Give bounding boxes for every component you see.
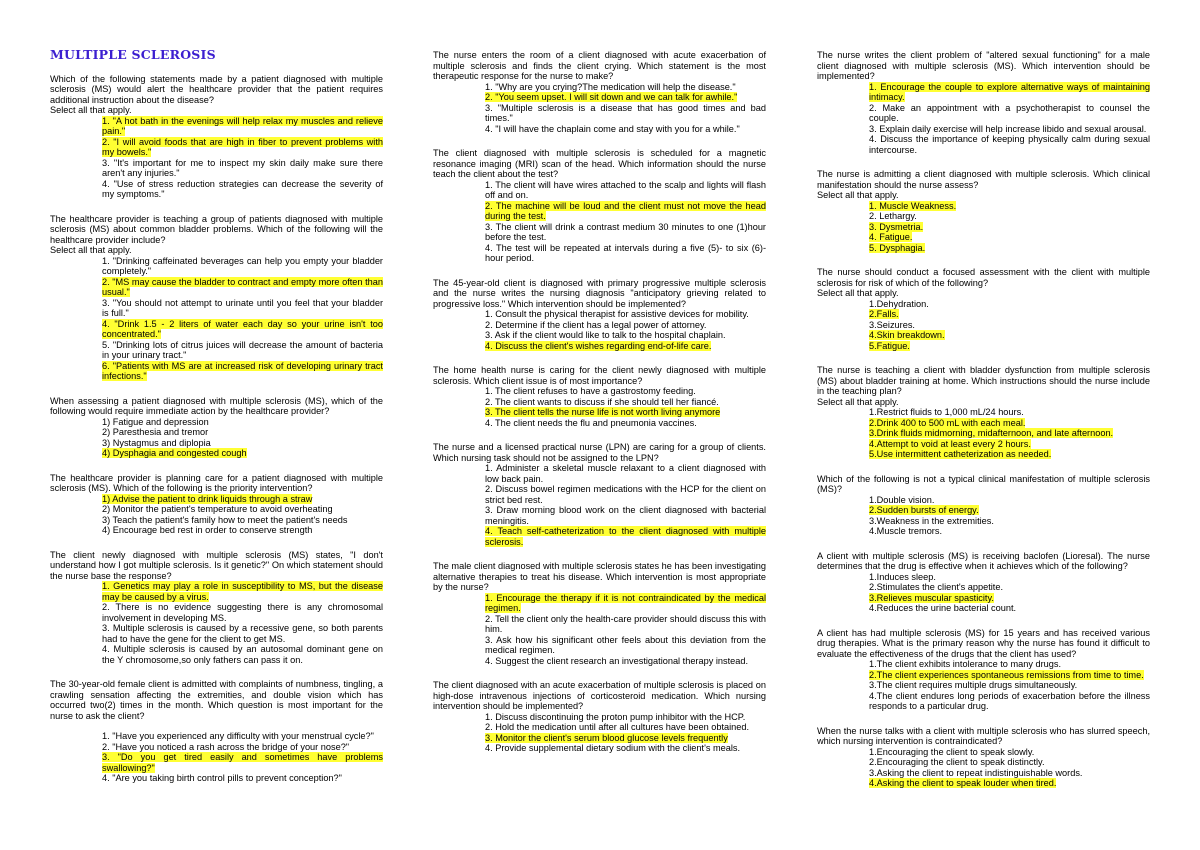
question-stem: The home health nurse is caring for the client newly diagnosed with multiple sclerosis. Which client issue is of most importance? [433,365,766,386]
answer-options [50,417,383,459]
answer-option [485,505,766,526]
question-stem: The nurse should conduct a focused assessment with the client with multiple sclerosis for risk of which of the following? [817,267,1150,288]
document-title: MULTIPLE SCLEROSIS [50,47,216,62]
question-block [817,50,1150,155]
column-2 [433,50,766,768]
answer-option [102,731,383,742]
answer-option-text: 2. Determine if the client has a legal power of attorney. [485,319,707,330]
answer-options [433,82,766,135]
answer-option-text: 4. Multiple sclerosis is caused by an autosomal dominant gene on the Y chromosome,so only fathers can pass it on. [102,644,383,665]
answer-option-text: 3.Seizures. [869,319,915,330]
question-block [50,74,383,200]
answer-option-text: 2. "MS may cause the bladder to contract and empty more often than usual." [102,276,383,297]
answer-option-text: 4.The client endures long periods of exacerbation before the illness responds to a particular drug. [869,690,1150,711]
question-stem: When assessing a patient diagnosed with multiple sclerosis (MS), which of the following would require immediate action by the healthcare provider? [50,395,383,416]
answer-option-correct [102,494,383,505]
question-block [817,267,1150,351]
answer-option-correct [869,330,1150,341]
answer-option [102,438,383,449]
answer-option-text: 2. Make an appointment with a psychotherapist to counsel the couple. [869,102,1150,123]
answer-option [869,124,1150,135]
answer-option [485,743,766,754]
answer-option-text: 4.Skin breakdown. [869,330,945,340]
answer-option-correct [485,407,766,418]
answer-option-text: 1. Genetics may play a role in susceptibility to MS, but the disease may be caused by a virus. [102,581,383,602]
question-stem: The client diagnosed with an acute exacerbation of multiple sclerosis is placed on high-dose intravenous injections of corticosteroid medication. Which nursing intervention should be implemented? [433,680,766,711]
answer-option-correct [869,309,1150,320]
answer-option-text: 4. "Drink 1.5 - 2 liters of water each day so your urine isn't too concentrated." [102,318,383,339]
answer-option-text: 2. The client wants to discuss if she should tell her fiancé. [485,396,719,407]
answer-option [869,320,1150,331]
question-stem: The nurse writes the client problem of "altered sexual functioning" for a male client diagnosed with multiple sclerosis (MS). Which intervention should be implemented? [817,50,1150,81]
answer-option [485,180,766,201]
answer-option-text: 2. Tell the client only the health-care provider should discuss this with him. [485,613,766,634]
answer-option-text: 3.The client requires multiple drugs simultaneously. [869,680,1078,690]
answer-option-text: 1. "A hot bath in the evenings will help relax my muscles and relieve pain." [102,115,383,136]
answer-option-correct [869,243,1150,254]
answer-option-text: 3. "Multiple sclerosis is a disease that has good times and bad times." [485,102,766,123]
answer-option-text: 3. The client tells the nurse life is not worth living anymore [485,407,721,417]
question-block [433,561,766,666]
answer-option-text: 4. Discuss the importance of keeping physically calm during sexual intercourse. [869,134,1150,155]
answer-options [50,494,383,536]
answer-option-correct [869,341,1150,352]
answer-option-text: 1. Discuss discontinuing the proton pump inhibitor with the HCP. [485,711,746,722]
question-stem: A client with multiple sclerosis (MS) is receiving baclofen (Lioresal). The nurse determines that the drug is effective when it achieves which of the following? [817,550,1150,571]
answer-option [102,773,383,784]
answer-option-text: 3.Weakness in the extremities. [869,515,994,526]
question-block [433,148,766,264]
answer-options [433,180,766,264]
question-stem: The nurse is admitting a client diagnosed with multiple sclerosis. Which clinical manifestation should the nurse assess? [817,169,1150,190]
answer-option-text: 4.Muscle tremors. [869,526,943,536]
answer-option-text: 4. "Use of stress reduction strategies can decrease the severity of my symptoms." [102,178,383,199]
question-block [433,50,766,134]
answer-option-correct [869,439,1150,450]
answer-options [433,309,766,351]
answer-option [485,614,766,635]
question-stem: The nurse enters the room of a client diagnosed with acute exacerbation of multiple sclerosis and finds the client crying. Which statement is the most therapeutic response for the nurse to make? [433,50,766,81]
answer-option [485,386,766,397]
answer-option [102,158,383,179]
answer-options [433,593,766,667]
answer-option-text: 4. Teach self-catheterization to the client diagnosed with multiple sclerosis. [485,526,766,547]
answer-option-text: 1. "Drinking caffeinated beverages can help you empty your bladder completely." [102,255,383,276]
question-stem: The 30-year-old female client is admitted with complaints of numbness, tingling, a crawling sensation affecting the extremities, and double vision which has occurred two(2) times in the month. Which question is most important for the nurse to ask the client? [50,679,383,721]
question-stem: Which of the following is not a typical clinical manifestation of multiple sclerosis (MS)? [817,473,1150,494]
answer-options [433,712,766,754]
answer-options [817,407,1150,460]
select-all-instruction: Select all that apply. [50,105,132,115]
answer-option-text: 4. "I will have the chaplain come and stay with you for a while." [485,123,740,134]
answer-option-text: 5. "Drinking lots of citrus juices will decrease the amount of bacteria in your urinary tract." [102,339,383,360]
question-block [433,365,766,428]
answer-option-text: 4. The client needs the flu and pneumonia vaccines. [485,417,697,428]
answer-option-text: 1.Dehydration. [869,298,929,309]
answer-option [869,516,1150,527]
answer-option [869,572,1150,583]
answer-option-text: 3.Drink fluids midmorning, midafternoon, and late afternoon. [869,428,1114,438]
column-3 [817,50,1150,803]
answer-option [869,680,1150,691]
answer-option-text: 1.Double vision. [869,494,935,505]
answer-option [869,495,1150,506]
answer-options [817,659,1150,712]
question-block [817,726,1150,789]
answer-option [485,397,766,408]
answer-option [102,427,383,438]
answer-option [485,222,766,243]
answer-option [485,484,766,505]
answer-option-correct [869,222,1150,233]
answer-option-correct [485,341,766,352]
answer-option [869,299,1150,310]
question-block [817,474,1150,537]
select-all-instruction: Select all that apply. [817,288,899,298]
answer-option-text: 4) Dysphagia and congested cough [102,448,247,458]
answer-option [102,602,383,623]
answer-option [869,526,1150,537]
answer-option-text: 1.Encouraging the client to speak slowly. [869,746,1035,757]
answer-option-text: 1. "Have you experienced any difficulty with your menstrual cycle?" [102,731,374,741]
answer-option-text: 4.Reduces the urine bacterial count. [869,603,1017,613]
answer-option [102,179,383,200]
answer-option-correct [102,448,383,459]
column-1 [50,47,383,798]
answer-option [102,417,383,428]
answer-option-text: 1. Muscle Weakness. [869,200,957,211]
answer-option [485,656,766,667]
answer-option-text: 1. Consult the physical therapist for assistive devices for mobility. [485,309,749,319]
answer-option-text: 1. The client will have wires attached to the scalp and lights will flash off and on. [485,179,766,200]
question-stem: Which of the following statements made by a patient diagnosed with multiple sclerosis (MS) would alert the healthcare provider that the patient requires additional instruction about the disease? [50,73,383,105]
answer-option [869,211,1150,222]
answer-option [485,722,766,733]
answer-options [50,731,383,784]
answer-option [485,418,766,429]
answer-options [817,201,1150,254]
answer-option-text: 1) Fatigue and depression [102,416,209,427]
answer-option-text: 3. Explain daily exercise will help increase libido and sexual arousal. [869,123,1147,134]
answer-options [817,495,1150,537]
answer-option-correct [102,752,383,773]
question-block [433,442,766,547]
question-stem: The healthcare provider is teaching a group of patients diagnosed with multiple sclerosis (MS) about common bladder problems. Which of the following will the healthcare provider include? [50,213,383,245]
answer-option-text: 2.Falls. [869,309,899,319]
answer-option [485,82,766,93]
question-stem: The healthcare provider is planning care for a patient diagnosed with multiple sclerosis (MS). Which of the following is the priority intervention? [50,472,383,493]
answer-option-text: 4. Provide supplemental dietary sodium with the client's meals. [485,743,741,753]
answer-option-correct [102,319,383,340]
answer-options [817,82,1150,156]
spacer [50,721,383,731]
answer-option [485,330,766,341]
question-stem: The 45-year-old client is diagnosed with primary progressive multiple sclerosis and the nurse writes the nursing diagnosis "anticipatory grieving related to progressive loss." Which intervention should be implemented? [433,277,766,309]
answer-option-text: 3) Teach the patient's family how to meet the patient's needs [102,514,348,525]
answer-option-correct [485,526,766,547]
question-block [817,551,1150,614]
answer-option-text: 1. "Why are you crying?The medication will help the disease." [485,81,736,92]
answer-option-correct [485,92,766,103]
answer-option-text: 2. Lethargy. [869,211,917,221]
answer-option-text: 3. The client will drink a contrast medium 30 minutes to one (1)hour before the test. [485,221,766,242]
answer-option-text: 1.Induces sleep. [869,571,936,582]
answer-options [50,256,383,382]
answer-option-text: 4.Asking the client to speak louder when tired. [869,778,1057,788]
answer-option-text: 5.Fatigue. [869,340,910,351]
answer-option-text: 3. "Do you get tired easily and sometimes have problems swallowing?" [102,752,383,773]
question-block [433,278,766,352]
question-block [817,365,1150,460]
answer-option-text: 4.Attempt to void at least every 2 hours. [869,438,1031,449]
select-all-instruction: Select all that apply. [50,245,132,255]
answer-option [485,243,766,264]
question-stem: The nurse and a licensed practical nurse (LPN) are caring for a group of clients. Which nursing task should not be assigned to the LPN? [433,442,766,463]
answer-option-correct [869,201,1150,212]
answer-option-correct [869,418,1150,429]
answer-option-text: 3. Ask if the client would like to talk to the hospital chaplain. [485,330,726,340]
answer-option-correct [869,428,1150,439]
answer-option-text: 3. "You should not attempt to urinate until you feel that your bladder is full." [102,297,383,318]
answer-option-text: 4. Fatigue. [869,232,913,242]
answer-option-text: 2. There is no evidence suggesting there is any chromosomal involvement in developing MS. [102,602,383,623]
answer-option [869,134,1150,155]
answer-option-text: 1. Encourage the couple to explore alternative ways of maintaining intimacy. [869,81,1150,102]
answer-option [485,309,766,320]
answer-option-text: 3.Relieves muscular spasticity. [869,592,994,603]
answer-option-correct [102,277,383,298]
question-block [50,550,383,666]
answer-option-correct [102,137,383,158]
answer-option [102,742,383,753]
answer-option-text: 2. "You seem upset. I will sit down and we can talk for awhile." [485,92,738,102]
answer-option-text: 3. Dysmetria. [869,221,924,232]
answer-option [869,103,1150,124]
answer-options [817,747,1150,789]
answer-option-correct [869,232,1150,243]
answer-option-correct [869,670,1150,681]
answer-option-text: 2.Encouraging the client to speak distinctly. [869,757,1045,767]
question-stem: A client has had multiple sclerosis (MS) for 15 years and has received various drug therapies. What is the primary reason why the nurse has found it difficult to evaluate the effectiveness of the drugs that the client has used? [817,627,1150,659]
select-all-instruction: Select all that apply. [817,396,899,407]
question-stem: The client diagnosed with multiple sclerosis is scheduled for a magnetic resonance imaging (MRI) scan of the head. Which information should the nurse teach the client about the test? [433,148,766,179]
answer-option-correct [102,581,383,602]
answer-option-text: 2. "Have you noticed a rash across the bridge of your nose?" [102,741,350,752]
question-stem: The client newly diagnosed with multiple sclerosis (MS) states, "I don't understand how I got multiple sclerosis. Is it genetic?" On which statement should the nurse base the response? [50,549,383,581]
answer-option-correct [102,116,383,137]
question-stem: The male client diagnosed with multiple sclerosis states he has been investigating alternative therapies to treat his disease. Which intervention is most appropriate by the nurse? [433,561,766,592]
answer-option-correct [869,449,1150,460]
answer-option-text: 2. "I will avoid foods that are high in fiber to prevent problems with my bowels." [102,136,383,157]
answer-option-text: 4. The test will be repeated at intervals during a five (5)- to six (6)-hour period. [485,242,766,263]
answer-options [817,572,1150,614]
question-stem: When the nurse talks with a client with multiple sclerosis who has slurred speech, which nursing intervention is contraindicated? [817,725,1150,746]
answer-option-text: 3. "It's important for me to inspect my skin daily make sure there aren't any injuries." [102,157,383,178]
answer-options [433,463,766,547]
question-block [817,628,1150,712]
answer-option [869,659,1150,670]
answer-option [485,463,766,484]
answer-option [869,691,1150,712]
answer-option [485,124,766,135]
question-block [50,473,383,536]
answer-option-text: 1.Restrict fluids to 1,000 mL/24 hours. [869,407,1024,417]
answer-option [102,515,383,526]
answer-option-text: 4) Encourage bed rest in order to conserve strength [102,525,313,535]
answer-option-correct [869,82,1150,103]
answer-option-text: 2) Paresthesia and tremor [102,427,209,437]
answer-option-text: 2.Drink 400 to 500 mL with each meal. [869,417,1026,428]
answer-options [817,299,1150,352]
answer-option [102,340,383,361]
answer-options [433,386,766,428]
question-block [433,680,766,754]
answer-option [102,644,383,665]
answer-option [485,712,766,723]
question-block [50,214,383,382]
question-block [817,169,1150,253]
answer-option-text: 2. Discuss bowel regimen medications with the HCP for the client on strict bed rest. [485,484,766,505]
answer-option-correct [485,201,766,222]
answer-option-text: 6. "Patients with MS are at increased risk of developing urinary tract infections." [102,360,383,381]
answer-option-text: 5.Use intermittent catheterization as needed. [869,449,1052,459]
answer-option-text: 1) Advise the patient to drink liquids through a straw [102,493,313,504]
answer-option [869,747,1150,758]
select-all-instruction: Select all that apply. [817,190,899,200]
answer-option [102,298,383,319]
answer-option [102,623,383,644]
answer-options [50,116,383,200]
answer-option [102,504,383,515]
answer-option [869,407,1150,418]
answer-options [50,581,383,665]
answer-option-text: 3) Nystagmus and diplopia [102,437,211,448]
answer-option-text: 1. Encourage the therapy if it is not contraindicated by the medical regimen. [485,592,766,613]
answer-option-text: 3. Monitor the client's serum blood glucose levels frequently [485,732,728,743]
answer-option-correct [485,733,766,744]
answer-option-text: 4. Discuss the client's wishes regarding end-of-life care. [485,340,712,351]
answer-option-text: 2. Hold the medication until after all cultures have been obtained. [485,722,750,732]
answer-option [869,582,1150,593]
answer-option-text: 2) Monitor the patient's temperature to avoid overheating [102,504,333,514]
answer-option [485,320,766,331]
answer-option-correct [485,593,766,614]
answer-option-text: 2. The machine will be loud and the client must not move the head during the test. [485,200,766,221]
answer-option-correct [869,593,1150,604]
answer-option [485,103,766,124]
question-stem: The nurse is teaching a client with bladder dysfunction from multiple sclerosis (MS) about bladder training at home. Which instructions should the nurse include in the teaching plan? [817,365,1150,396]
answer-option-correct [869,505,1150,516]
answer-option [485,635,766,656]
answer-option-text: 4. Suggest the client research an investigational therapy instead. [485,655,749,666]
answer-option-text: 3.Asking the client to repeat indistinguishable words. [869,767,1083,778]
answer-option-text: 2.The client experiences spontaneous remissions from time to time. [869,669,1144,680]
answer-option [869,757,1150,768]
answer-option [869,603,1150,614]
answer-option-text: 2.Sudden bursts of energy. [869,505,979,515]
answer-option-text: 3. Ask how his significant other feels about this deviation from the medical regimen. [485,634,766,655]
answer-option-correct [869,778,1150,789]
answer-option-correct [102,361,383,382]
answer-option-text: 3. Multiple sclerosis is caused by a recessive gene, so both parents had to have the gene for the client to get MS. [102,623,383,644]
answer-option [102,256,383,277]
answer-option-text: 1.The client exhibits intolerance to many drugs. [869,659,1062,669]
question-block [50,396,383,459]
answer-option-text: 3. Draw morning blood work on the client diagnosed with bacterial meningitis. [485,505,766,526]
answer-option-text: 1. Administer a skeletal muscle relaxant to a client diagnosed with low back pain. [485,463,766,484]
answer-option-text: 1. The client refuses to have a gastrostomy feeding. [485,386,696,396]
answer-option [102,525,383,536]
answer-option-text: 5. Dysphagia. [869,242,926,253]
answer-option [869,768,1150,779]
question-block [50,679,383,784]
answer-option-text: 4. "Are you taking birth control pills to prevent conception?" [102,773,342,783]
answer-option-text: 2.Stimulates the client's appetite. [869,582,1004,592]
